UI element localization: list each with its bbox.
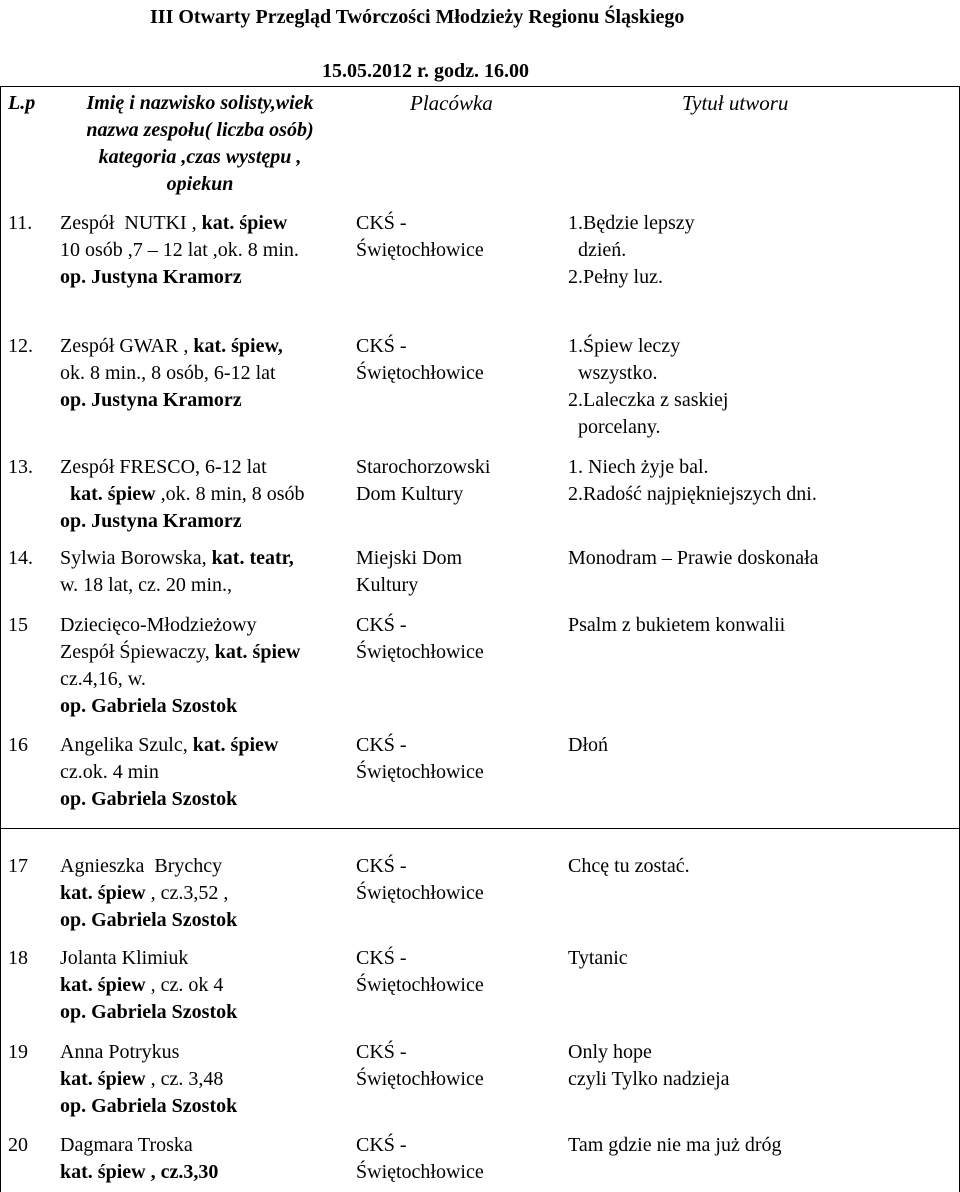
header-name (52, 90, 348, 198)
performer-text: , cz.3,52 , (145, 882, 229, 904)
venue-line: CKŚ - (356, 335, 407, 357)
performer-text-bold: kat. śpiew (60, 882, 146, 904)
song-title-line: Tytanic (568, 947, 628, 969)
song-title-cell (568, 333, 728, 441)
song-title-line: 2.Laleczka z saskiej (568, 389, 729, 411)
performer-text: cz.ok. 4 min (60, 761, 159, 783)
header-placowka: Placówka (410, 91, 493, 115)
performer-line (60, 1159, 218, 1186)
performer-text: Zespół GWAR , (60, 335, 194, 357)
performer-text-bold: kat. śpiew (214, 641, 301, 663)
performer-line (60, 237, 299, 264)
venue-cell (356, 1132, 484, 1186)
performer-cell (60, 210, 299, 291)
row-number: 12. (8, 335, 33, 357)
performer-text: Zespół Śpiewaczy, (60, 641, 215, 663)
venue-cell (356, 853, 484, 907)
performer-cell (60, 333, 283, 414)
performer-text: Angelika Szulc, (60, 734, 193, 756)
performer-text: , 8 osób, 6-12 lat (141, 362, 276, 384)
song-title-line: Tam gdzie nie ma już dróg (568, 1134, 782, 1156)
performer-line (60, 972, 237, 999)
row-number: 13. (8, 456, 33, 478)
row-number: 17 (8, 855, 28, 877)
performer-text-bold: kat. śpiew (60, 1068, 146, 1090)
venue-line: CKŚ - (356, 1041, 407, 1063)
row-number: 14. (8, 547, 33, 569)
song-title-line: 1.Śpiew leczy (568, 335, 681, 357)
performer-text-bold: op. Gabriela Szostok (60, 788, 238, 810)
venue-cell (356, 545, 462, 599)
performer-line (60, 387, 283, 414)
header-name-line: opiekun (166, 173, 234, 195)
venue-line: Świętochłowice (356, 362, 484, 384)
performer-line (60, 264, 299, 291)
performer-text: w. 18 lat, cz. 20 min., (60, 574, 233, 596)
performer-text-bold: op. Gabriela Szostok (60, 695, 238, 717)
performer-text: Dziecięco-Młodzieżowy (60, 614, 257, 636)
performer-text: , cz. 3,48 (145, 1068, 224, 1090)
venue-line: Świętochłowice (356, 882, 484, 904)
performer-line (60, 210, 299, 237)
performer-text-bold: op. Justyna Kramorz (60, 266, 242, 288)
table-rule (0, 86, 1, 1192)
song-title-line: 1. Niech żyje bal. (568, 456, 709, 478)
performer-text: 10 osób ,7 – 12 lat ,ok. 8 min. (60, 239, 299, 261)
venue-line: Miejski Dom (356, 547, 463, 569)
venue-cell (356, 945, 484, 999)
performer-line (60, 907, 237, 934)
performer-line (60, 360, 283, 387)
performer-line (60, 572, 294, 599)
song-title-line: Psalm z bukietem konwalii (568, 614, 786, 636)
performer-line (60, 639, 300, 666)
song-title-line: Monodram – Prawie doskonała (568, 547, 819, 569)
row-number: 11. (8, 212, 33, 234)
header-name-line: Imię i nazwisko solisty,wiek (86, 92, 314, 114)
performer-text-bold: op. Justyna Kramorz (60, 389, 242, 411)
venue-cell (356, 454, 490, 508)
performer-cell (60, 612, 300, 720)
performer-cell (60, 732, 278, 813)
venue-line: CKŚ - (356, 947, 407, 969)
venue-line: Świętochłowice (356, 1068, 484, 1090)
performer-text: , cz. ok 4 (145, 974, 224, 996)
header-tytul: Tytuł utworu (682, 91, 789, 115)
performer-text-bold: op. Gabriela Szostok (60, 909, 238, 931)
venue-line: Starochorzowski (356, 456, 491, 478)
event-date: 15.05.2012 r. godz. 16.00 (322, 60, 530, 82)
venue-line: CKŚ - (356, 734, 407, 756)
performer-line (60, 1066, 237, 1093)
row-number: 18 (8, 947, 28, 969)
song-title-line: 2.Pełny luz. (568, 266, 663, 288)
row-number: 20 (8, 1134, 28, 1156)
song-title-cell (568, 853, 690, 880)
performer-text: Jolanta Klimiuk (60, 947, 189, 969)
row-number: 15 (8, 614, 28, 636)
table-rule (0, 828, 960, 829)
song-title-cell (568, 545, 819, 572)
row-number: 16 (8, 734, 28, 756)
song-title-cell (568, 210, 695, 291)
venue-cell (356, 210, 484, 264)
performer-line (60, 1132, 218, 1159)
performer-line (60, 693, 300, 720)
performer-cell (60, 545, 294, 599)
venue-line: Świętochłowice (356, 761, 484, 783)
performer-line (60, 1039, 237, 1066)
song-title-line: Only hope (568, 1041, 652, 1063)
venue-cell (356, 612, 484, 666)
venue-line: CKŚ - (356, 614, 407, 636)
performer-text-bold: kat. śpiew (60, 974, 146, 996)
venue-line: Świętochłowice (356, 1161, 484, 1183)
song-title-cell (568, 945, 628, 972)
venue-line: CKŚ - (356, 855, 407, 877)
performer-cell (60, 454, 304, 535)
performer-line (60, 666, 300, 693)
performer-text-bold: kat. śpiew, (193, 335, 283, 357)
performer-text: ok. 8 min. (60, 362, 142, 384)
performer-cell (60, 1132, 218, 1186)
performer-line (60, 1093, 237, 1120)
performer-line (60, 853, 237, 880)
header-lp: L.p (8, 92, 36, 114)
header-name-line: nazwa zespołu( liczba osób) (86, 119, 314, 141)
performer-line (60, 759, 278, 786)
performer-text-bold: kat. teatr, (211, 547, 294, 569)
performer-line (60, 612, 300, 639)
venue-line: Świętochłowice (356, 974, 484, 996)
song-title-line: wszystko. (568, 362, 658, 384)
performer-cell (60, 945, 237, 1026)
performer-text-bold: op. Gabriela Szostok (60, 1095, 238, 1117)
venue-line: CKŚ - (356, 212, 407, 234)
performer-line (60, 545, 294, 572)
song-title-line: dzień. (568, 239, 627, 261)
venue-line: Świętochłowice (356, 239, 484, 261)
performer-text-bold: op. Gabriela Szostok (60, 1001, 238, 1023)
venue-cell (356, 333, 484, 387)
performer-text: Zespół NUTKI , (60, 212, 202, 234)
performer-text-bold: , cz.3,30 (145, 1161, 219, 1183)
performer-text: Anna Potrykus (60, 1041, 180, 1063)
performer-line (60, 508, 304, 535)
venue-line: CKŚ - (356, 1134, 407, 1156)
performer-text-bold: kat. śpiew (201, 212, 288, 234)
row-number: 19 (8, 1041, 28, 1063)
header-name-line: kategoria ,czas występu , (98, 146, 302, 168)
song-title-line: czyli Tylko nadzieja (568, 1068, 730, 1090)
song-title-line: Dłoń (568, 734, 608, 756)
performer-text: Agnieszka Brychcy (60, 855, 223, 877)
performer-cell (60, 853, 237, 934)
venue-line: Świętochłowice (356, 641, 484, 663)
performer-line (60, 333, 283, 360)
song-title-cell (568, 732, 608, 759)
performer-text-bold: kat. śpiew (192, 734, 279, 756)
performer-line (60, 454, 304, 481)
performer-text: Dagmara Troska (60, 1134, 193, 1156)
venue-cell (356, 1039, 484, 1093)
song-title-cell (568, 612, 785, 639)
performer-line (60, 732, 278, 759)
performer-line (60, 880, 237, 907)
performer-cell (60, 1039, 237, 1120)
page-title: III Otwarty Przegląd Twórczości Młodzieży Regionu Śląskiego (150, 6, 685, 28)
performer-line (60, 999, 237, 1026)
performer-text: Zespół FRESCO, 6-12 lat (60, 456, 267, 478)
venue-cell (356, 732, 484, 786)
song-title-line: Chcę tu zostać. (568, 855, 690, 877)
song-title-line: 2.Radość najpiękniejszych dni. (568, 483, 817, 505)
performer-text: Sylwia Borowska, (60, 547, 212, 569)
song-title-cell (568, 454, 817, 508)
performer-line (60, 786, 278, 813)
table-rule (0, 86, 960, 87)
song-title-line: porcelany. (568, 416, 661, 438)
performer-line (60, 945, 237, 972)
performer-text-bold: op. Justyna Kramorz (60, 510, 242, 532)
performer-line (60, 481, 304, 508)
performer-text: cz.4,16, w. (60, 668, 146, 690)
venue-line: Dom Kultury (356, 483, 464, 505)
song-title-cell (568, 1132, 782, 1159)
song-title-line: 1.Będzie lepszy (568, 212, 695, 234)
performer-text: ,ok. 8 min, 8 osób (155, 483, 305, 505)
performer-text-bold: kat. śpiew (60, 1161, 146, 1183)
performer-text-bold: kat. śpiew (60, 483, 156, 505)
song-title-cell (568, 1039, 730, 1093)
venue-line: Kultury (356, 574, 419, 596)
